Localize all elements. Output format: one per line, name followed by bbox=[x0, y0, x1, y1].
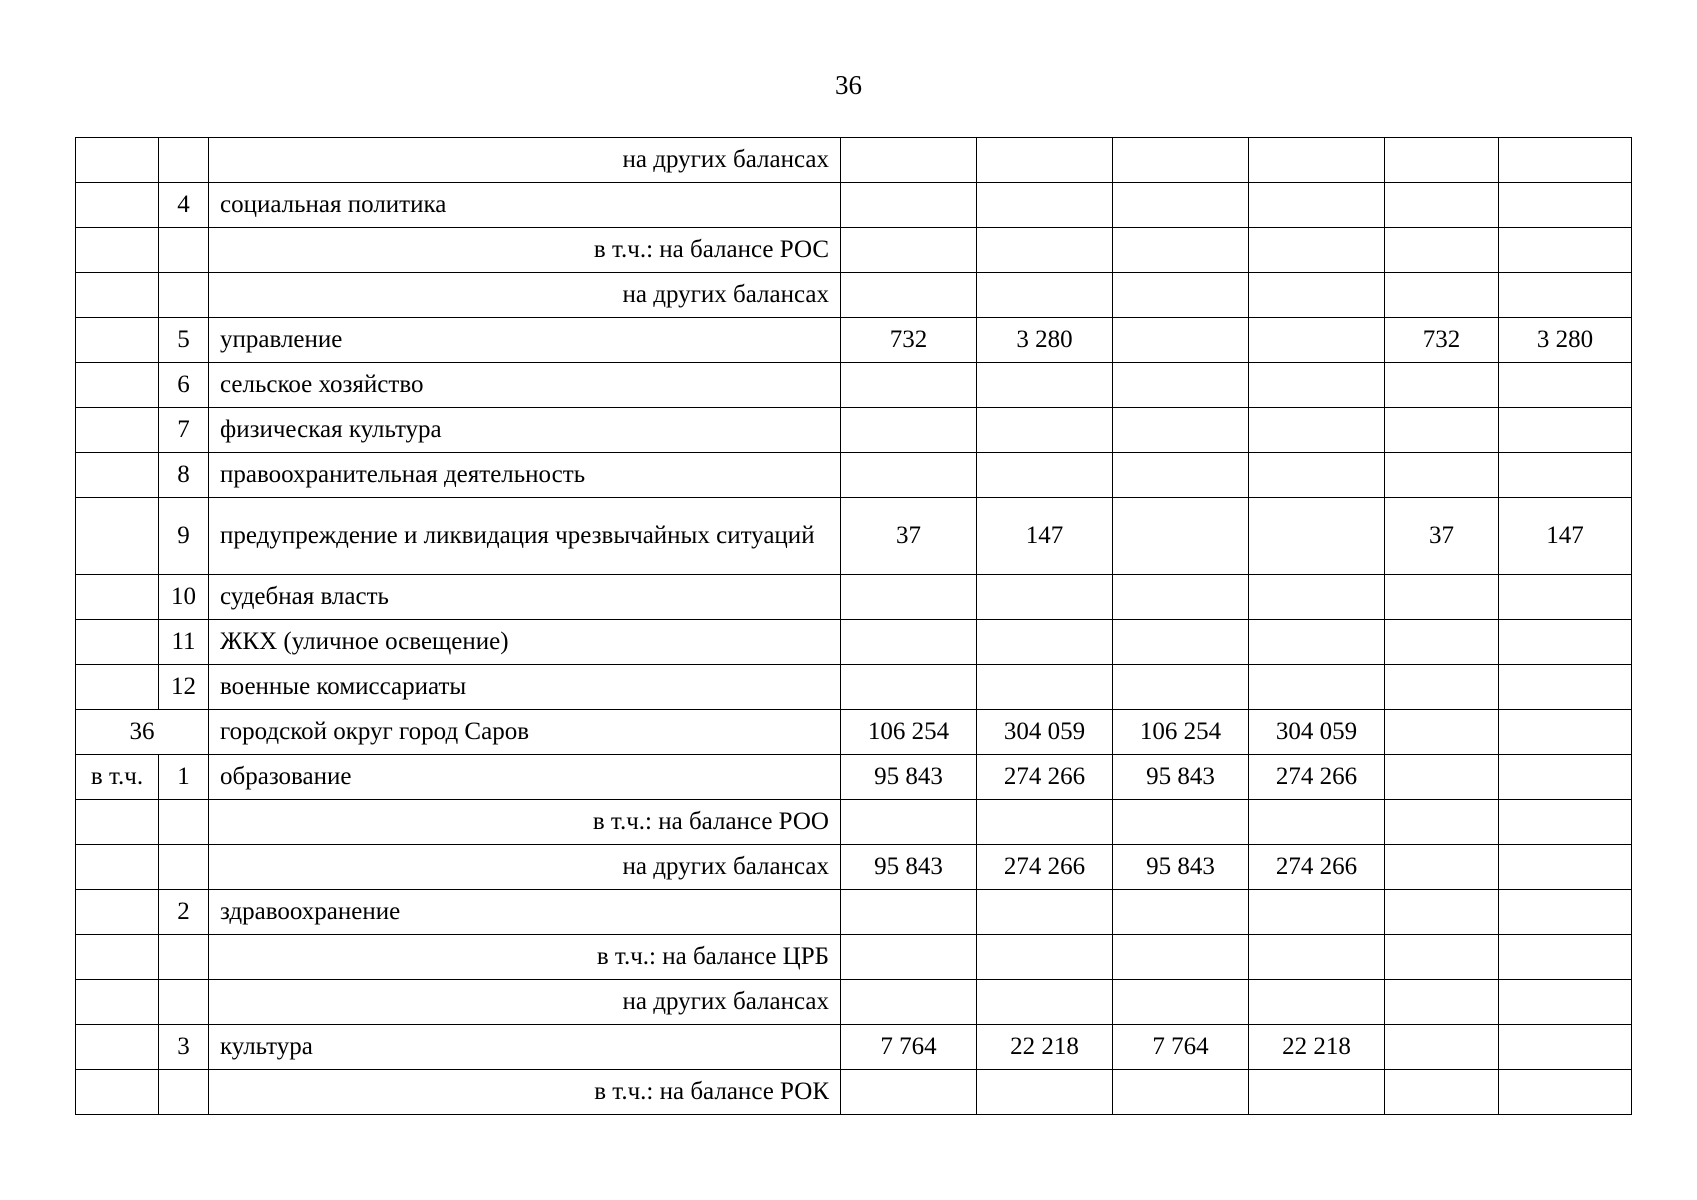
value-cell bbox=[841, 800, 977, 845]
value-cell bbox=[1113, 890, 1249, 935]
region-cell bbox=[76, 453, 159, 498]
value-cell: 106 254 bbox=[841, 710, 977, 755]
item-number-cell bbox=[159, 138, 209, 183]
value-cell: 37 bbox=[1385, 498, 1499, 575]
item-number-cell bbox=[159, 980, 209, 1025]
value-cell bbox=[1385, 138, 1499, 183]
value-cell bbox=[1499, 408, 1632, 453]
value-cell bbox=[1113, 318, 1249, 363]
value-cell: 95 843 bbox=[1113, 845, 1249, 890]
value-cell: 3 280 bbox=[977, 318, 1113, 363]
item-name-cell: правоохранительная деятельность bbox=[209, 453, 841, 498]
value-cell bbox=[977, 228, 1113, 273]
value-cell bbox=[1385, 890, 1499, 935]
item-number-cell: 2 bbox=[159, 890, 209, 935]
value-cell bbox=[1385, 845, 1499, 890]
value-cell bbox=[1249, 318, 1385, 363]
value-cell bbox=[1113, 665, 1249, 710]
value-cell bbox=[1113, 273, 1249, 318]
value-cell: 95 843 bbox=[841, 755, 977, 800]
value-cell bbox=[841, 183, 977, 228]
value-cell bbox=[1113, 138, 1249, 183]
value-cell bbox=[1385, 620, 1499, 665]
value-cell bbox=[1249, 498, 1385, 575]
region-cell bbox=[76, 318, 159, 363]
value-cell bbox=[1249, 575, 1385, 620]
value-cell bbox=[1499, 273, 1632, 318]
value-cell bbox=[977, 453, 1113, 498]
value-cell: 274 266 bbox=[977, 845, 1113, 890]
item-number-cell bbox=[159, 845, 209, 890]
item-number-cell: 9 bbox=[159, 498, 209, 575]
item-name-cell: управление bbox=[209, 318, 841, 363]
region-cell bbox=[76, 845, 159, 890]
region-cell bbox=[76, 138, 159, 183]
value-cell bbox=[841, 665, 977, 710]
value-cell bbox=[1113, 1070, 1249, 1115]
value-cell bbox=[1499, 890, 1632, 935]
page-number: 36 bbox=[835, 70, 862, 100]
value-cell: 274 266 bbox=[1249, 755, 1385, 800]
table-row bbox=[76, 1025, 1632, 1070]
value-cell bbox=[1113, 620, 1249, 665]
item-name-cell: в т.ч.: на балансе ЦРБ bbox=[209, 935, 841, 980]
table-row bbox=[76, 620, 1632, 665]
value-cell bbox=[1113, 228, 1249, 273]
item-name-cell: социальная политика bbox=[209, 183, 841, 228]
value-cell bbox=[1499, 665, 1632, 710]
value-cell bbox=[1249, 408, 1385, 453]
table-row bbox=[76, 755, 1632, 800]
region-cell bbox=[76, 228, 159, 273]
item-number-cell: 12 bbox=[159, 665, 209, 710]
value-cell: 22 218 bbox=[1249, 1025, 1385, 1070]
value-cell bbox=[1113, 980, 1249, 1025]
value-cell bbox=[1385, 183, 1499, 228]
value-cell bbox=[1249, 800, 1385, 845]
value-cell: 95 843 bbox=[1113, 755, 1249, 800]
region-cell bbox=[76, 183, 159, 228]
value-cell bbox=[1499, 800, 1632, 845]
value-cell bbox=[977, 1070, 1113, 1115]
value-cell bbox=[1385, 363, 1499, 408]
table-row bbox=[76, 318, 1632, 363]
table-row bbox=[76, 453, 1632, 498]
item-name-cell: предупреждение и ликвидация чрезвычайных ситуаций bbox=[209, 498, 841, 575]
value-cell bbox=[977, 665, 1113, 710]
item-name-cell: на других балансах bbox=[209, 273, 841, 318]
value-cell bbox=[977, 138, 1113, 183]
value-cell bbox=[977, 890, 1113, 935]
table-row bbox=[76, 183, 1632, 228]
table-row bbox=[76, 138, 1632, 183]
item-number-cell: 11 bbox=[159, 620, 209, 665]
table-row bbox=[76, 1070, 1632, 1115]
region-cell bbox=[76, 273, 159, 318]
region-cell bbox=[76, 935, 159, 980]
item-name-cell: на других балансах bbox=[209, 138, 841, 183]
value-cell bbox=[1499, 575, 1632, 620]
value-cell bbox=[1249, 228, 1385, 273]
value-cell bbox=[1499, 710, 1632, 755]
region-cell bbox=[76, 800, 159, 845]
item-number-cell: 7 bbox=[159, 408, 209, 453]
value-cell bbox=[1249, 1070, 1385, 1115]
item-name-cell: культура bbox=[209, 1025, 841, 1070]
value-cell bbox=[1499, 620, 1632, 665]
region-number-cell: 36 bbox=[76, 710, 209, 755]
table-row bbox=[76, 273, 1632, 318]
item-number-cell: 10 bbox=[159, 575, 209, 620]
value-cell bbox=[1385, 1070, 1499, 1115]
region-cell bbox=[76, 1025, 159, 1070]
value-cell bbox=[1249, 935, 1385, 980]
value-cell: 22 218 bbox=[977, 1025, 1113, 1070]
value-cell bbox=[977, 575, 1113, 620]
value-cell bbox=[841, 228, 977, 273]
value-cell bbox=[1249, 183, 1385, 228]
table-row bbox=[76, 935, 1632, 980]
value-cell: 274 266 bbox=[1249, 845, 1385, 890]
value-cell bbox=[1499, 363, 1632, 408]
table-row bbox=[76, 363, 1632, 408]
table-row bbox=[76, 845, 1632, 890]
value-cell bbox=[1499, 138, 1632, 183]
item-name-cell: физическая культура bbox=[209, 408, 841, 453]
value-cell bbox=[1249, 665, 1385, 710]
value-cell: 3 280 bbox=[1499, 318, 1632, 363]
item-name-cell: ЖКХ (уличное освещение) bbox=[209, 620, 841, 665]
value-cell bbox=[1499, 183, 1632, 228]
table-row bbox=[76, 575, 1632, 620]
region-cell bbox=[76, 1070, 159, 1115]
value-cell bbox=[977, 273, 1113, 318]
item-number-cell bbox=[159, 800, 209, 845]
value-cell bbox=[1499, 755, 1632, 800]
value-cell bbox=[1499, 228, 1632, 273]
value-cell bbox=[841, 980, 977, 1025]
table-row bbox=[76, 408, 1632, 453]
value-cell bbox=[1249, 890, 1385, 935]
item-number-cell bbox=[159, 273, 209, 318]
value-cell: 304 059 bbox=[977, 710, 1113, 755]
value-cell bbox=[841, 453, 977, 498]
table-row bbox=[76, 710, 1632, 755]
value-cell bbox=[1113, 575, 1249, 620]
item-name-cell: образование bbox=[209, 755, 841, 800]
value-cell bbox=[1249, 138, 1385, 183]
item-number-cell: 8 bbox=[159, 453, 209, 498]
value-cell bbox=[977, 620, 1113, 665]
value-cell bbox=[1385, 575, 1499, 620]
value-cell: 106 254 bbox=[1113, 710, 1249, 755]
value-cell: 147 bbox=[977, 498, 1113, 575]
region-cell bbox=[76, 665, 159, 710]
value-cell bbox=[1113, 183, 1249, 228]
value-cell: 37 bbox=[841, 498, 977, 575]
value-cell bbox=[1499, 1025, 1632, 1070]
region-cell: в т.ч. bbox=[76, 755, 159, 800]
value-cell bbox=[1385, 710, 1499, 755]
value-cell bbox=[841, 620, 977, 665]
value-cell bbox=[841, 575, 977, 620]
region-cell bbox=[76, 498, 159, 575]
item-number-cell: 1 bbox=[159, 755, 209, 800]
item-name-cell: в т.ч.: на балансе РОС bbox=[209, 228, 841, 273]
value-cell bbox=[1249, 453, 1385, 498]
value-cell bbox=[1113, 800, 1249, 845]
value-cell bbox=[1499, 1070, 1632, 1115]
value-cell bbox=[1249, 980, 1385, 1025]
value-cell bbox=[977, 935, 1113, 980]
value-cell: 732 bbox=[841, 318, 977, 363]
region-cell bbox=[76, 408, 159, 453]
value-cell bbox=[977, 980, 1113, 1025]
value-cell: 147 bbox=[1499, 498, 1632, 575]
value-cell bbox=[977, 800, 1113, 845]
budget-table bbox=[75, 137, 1632, 1115]
value-cell bbox=[841, 273, 977, 318]
value-cell bbox=[977, 183, 1113, 228]
value-cell bbox=[1385, 800, 1499, 845]
item-name-cell: здравоохранение bbox=[209, 890, 841, 935]
table-row bbox=[76, 980, 1632, 1025]
value-cell bbox=[841, 363, 977, 408]
item-name-cell: в т.ч.: на балансе РОО bbox=[209, 800, 841, 845]
table-row bbox=[76, 498, 1632, 575]
item-number-cell bbox=[159, 1070, 209, 1115]
value-cell bbox=[1113, 363, 1249, 408]
item-name-cell: городской округ город Саров bbox=[209, 710, 841, 755]
value-cell bbox=[1249, 363, 1385, 408]
region-cell bbox=[76, 890, 159, 935]
value-cell bbox=[841, 1070, 977, 1115]
item-name-cell: сельское хозяйство bbox=[209, 363, 841, 408]
item-name-cell: в т.ч.: на балансе РОК bbox=[209, 1070, 841, 1115]
region-cell bbox=[76, 363, 159, 408]
item-number-cell bbox=[159, 228, 209, 273]
value-cell bbox=[1249, 620, 1385, 665]
value-cell bbox=[1385, 755, 1499, 800]
table-row bbox=[76, 800, 1632, 845]
value-cell: 95 843 bbox=[841, 845, 977, 890]
table-row bbox=[76, 228, 1632, 273]
value-cell: 304 059 bbox=[1249, 710, 1385, 755]
item-name-cell: на других балансах bbox=[209, 980, 841, 1025]
value-cell bbox=[1385, 453, 1499, 498]
item-number-cell: 4 bbox=[159, 183, 209, 228]
value-cell bbox=[841, 408, 977, 453]
value-cell bbox=[1113, 935, 1249, 980]
item-number-cell: 6 bbox=[159, 363, 209, 408]
region-cell bbox=[76, 575, 159, 620]
value-cell bbox=[1113, 498, 1249, 575]
item-name-cell: военные комиссариаты bbox=[209, 665, 841, 710]
value-cell bbox=[1385, 665, 1499, 710]
item-number-cell bbox=[159, 935, 209, 980]
value-cell bbox=[841, 890, 977, 935]
value-cell bbox=[1385, 980, 1499, 1025]
item-name-cell: на других балансах bbox=[209, 845, 841, 890]
value-cell bbox=[1385, 273, 1499, 318]
value-cell bbox=[1499, 980, 1632, 1025]
table-row bbox=[76, 665, 1632, 710]
value-cell: 7 764 bbox=[1113, 1025, 1249, 1070]
table-row bbox=[76, 890, 1632, 935]
value-cell bbox=[1385, 408, 1499, 453]
item-number-cell: 5 bbox=[159, 318, 209, 363]
value-cell bbox=[1385, 1025, 1499, 1070]
value-cell: 7 764 bbox=[841, 1025, 977, 1070]
value-cell bbox=[841, 138, 977, 183]
value-cell bbox=[1249, 273, 1385, 318]
value-cell bbox=[841, 935, 977, 980]
value-cell bbox=[1113, 408, 1249, 453]
value-cell: 732 bbox=[1385, 318, 1499, 363]
value-cell: 274 266 bbox=[977, 755, 1113, 800]
value-cell bbox=[1499, 845, 1632, 890]
item-number-cell: 3 bbox=[159, 1025, 209, 1070]
value-cell bbox=[977, 363, 1113, 408]
value-cell bbox=[1385, 228, 1499, 273]
value-cell bbox=[1385, 935, 1499, 980]
region-cell bbox=[76, 980, 159, 1025]
value-cell bbox=[1499, 453, 1632, 498]
value-cell bbox=[977, 408, 1113, 453]
value-cell bbox=[1113, 453, 1249, 498]
value-cell bbox=[1499, 935, 1632, 980]
item-name-cell: судебная власть bbox=[209, 575, 841, 620]
region-cell bbox=[76, 620, 159, 665]
